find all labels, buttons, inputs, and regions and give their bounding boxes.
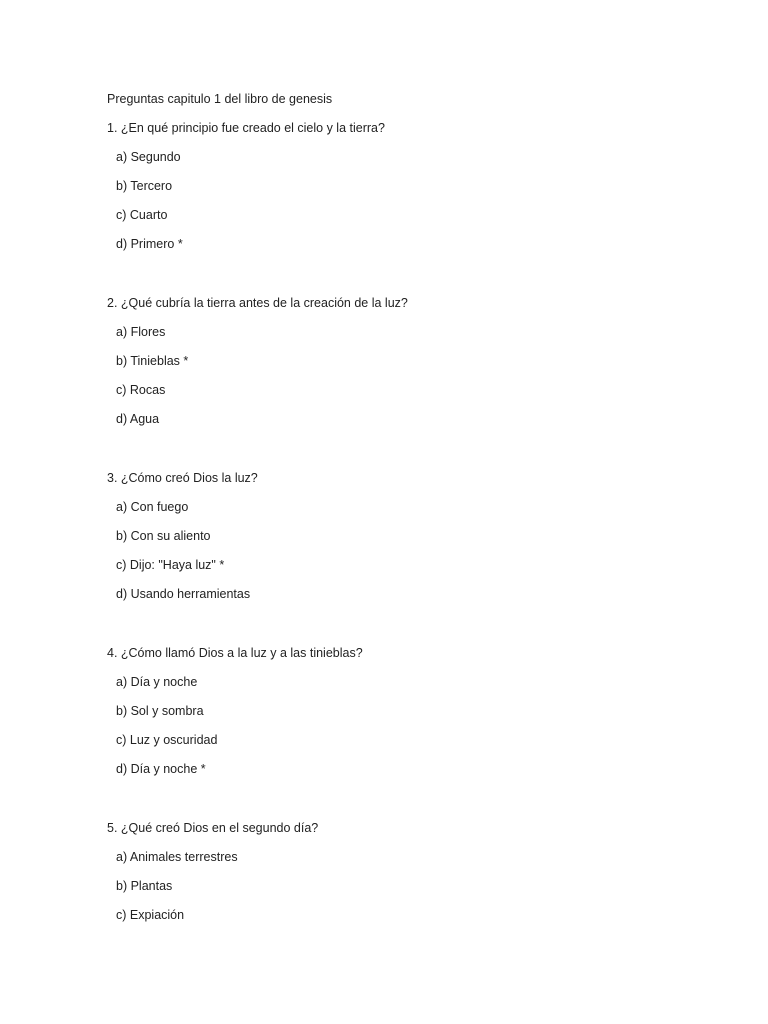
answer-option: b) Plantas	[116, 879, 173, 894]
question-text: 2. ¿Qué cubría la tierra antes de la creación de la luz?	[107, 296, 408, 310]
answer-option: d) Día y noche *	[116, 762, 206, 777]
answer-option: c) Cuarto	[116, 208, 168, 223]
answer-option: a) Día y noche	[116, 675, 198, 689]
question-1	[107, 120, 707, 265]
answer-option: a) Segundo	[116, 150, 181, 164]
answer-option: d) Usando herramientas	[116, 587, 251, 602]
answer-option: b) Sol y sombra	[116, 704, 204, 719]
answer-option: a) Con fuego	[116, 500, 189, 514]
answer-option: a) Animales terrestres	[116, 850, 238, 864]
question-text: 3. ¿Cómo creó Dios la luz?	[107, 471, 258, 485]
answer-option: b) Tinieblas *	[116, 354, 189, 369]
document-title: Preguntas capitulo 1 del libro de genesis	[107, 92, 333, 106]
question-text: 5. ¿Qué creó Dios en el segundo día?	[107, 821, 319, 835]
answer-option: c) Luz y oscuridad	[116, 733, 218, 748]
question-text: 1. ¿En qué principio fue creado el cielo y la tierra?	[107, 121, 385, 135]
question-5	[107, 820, 707, 936]
answer-option: d) Agua	[116, 412, 160, 427]
answer-option: d) Primero *	[116, 237, 183, 252]
answer-option: b) Con su aliento	[116, 529, 211, 544]
answer-option: c) Dijo: "Haya luz" *	[116, 558, 225, 573]
answer-option: c) Rocas	[116, 383, 166, 398]
question-3	[107, 470, 707, 615]
answer-option: c) Expiación	[116, 908, 185, 923]
answer-option: a) Flores	[116, 325, 166, 339]
question-4	[107, 645, 707, 790]
answer-option: b) Tercero	[116, 179, 173, 194]
question-2	[107, 295, 707, 440]
question-text: 4. ¿Cómo llamó Dios a la luz y a las tinieblas?	[107, 646, 363, 660]
